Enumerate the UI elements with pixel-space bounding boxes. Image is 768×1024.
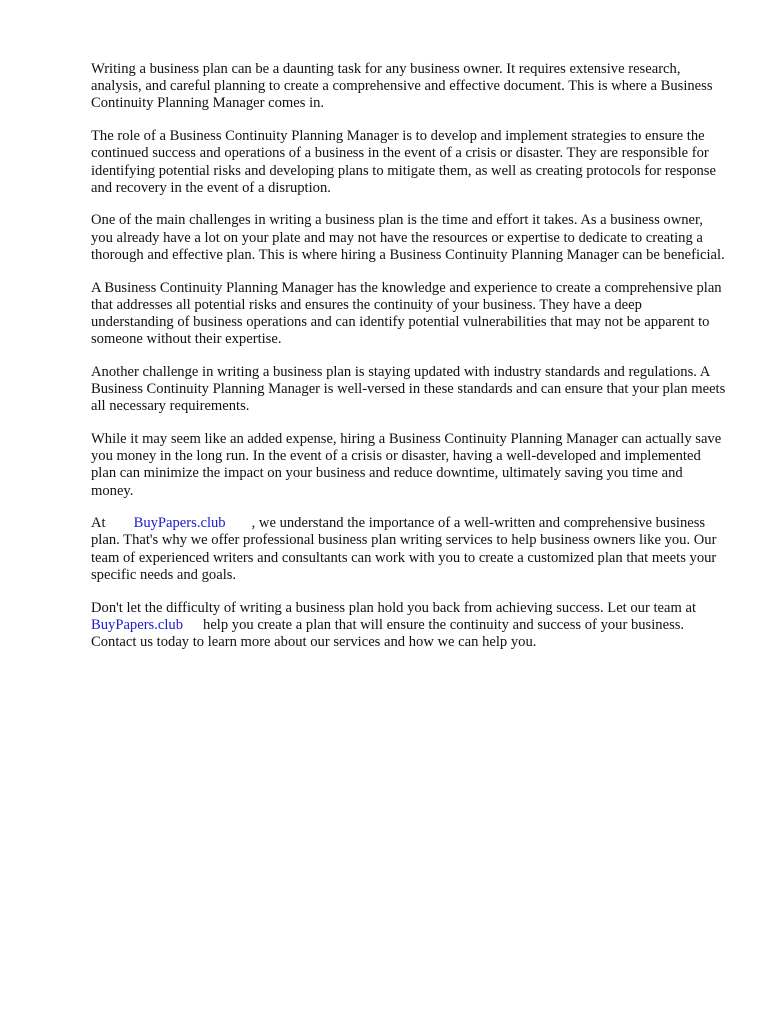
paragraph-standards: Another challenge in writing a business plan is staying updated with industry standards and regulations. A Business Continuity Planning Manager is well-versed in these standards and can ensure that your plan meets all necessary requirements. bbox=[91, 363, 726, 415]
paragraph-role: The role of a Business Continuity Planning Manager is to develop and implement strategies to ensure the continued success and operations of a business in the event of a crisis or disaster. They are responsible for identifying potential risks and developing plans to mitigate them, as well as creating protocols for response and recovery in the event of a disruption. bbox=[91, 128, 716, 196]
paragraph-intro: Writing a business plan can be a daunting task for any business owner. It requires extensive research, analysis, and careful planning to create a comprehensive and effective document. This is where a Business Continuity Planning Manager comes in. bbox=[91, 61, 713, 112]
paragraph-closing-lead: Don't let the difficulty of writing a business plan hold you back from achieving success. Let our team at bbox=[91, 599, 697, 616]
paragraph-closing bbox=[91, 600, 727, 652]
buypapers-link[interactable]: BuyPapers.club bbox=[133, 515, 226, 532]
paragraph-services bbox=[91, 515, 727, 584]
paragraph-challenges: One of the main challenges in writing a business plan is the time and effort it takes. As a business owner, you already have a lot on your plate and may not have the resources or expertise to dedicate to creating a thorough and effective plan. This is where hiring a Business Continuity Planning Manager can be beneficial. bbox=[91, 212, 725, 263]
paragraph-services-lead: At bbox=[91, 515, 106, 532]
document-body bbox=[91, 61, 727, 667]
buypapers-link-closing[interactable]: BuyPapers.club bbox=[91, 616, 184, 633]
paragraph-knowledge: A Business Continuity Planning Manager has the knowledge and experience to create a comprehensive plan that addresses all potential risks and ensures the continuity of your business. They have a deep understanding of business operations and can identify potential vulnerabilities that may not be apparent to someone without their expertise. bbox=[91, 279, 722, 348]
paragraph-expense: While it may seem like an added expense, hiring a Business Continuity Planning Manager can actually save you money in the long run. In the event of a crisis or disaster, having a well-developed and implemented plan can minimize the impact on your business and reduce downtime, ultimately saving you time and money. bbox=[91, 430, 722, 499]
paragraph-closing-text: help you create a plan that will ensure the continuity and success of your business. Contact us today to learn more about our services and how we can help you. bbox=[91, 616, 685, 650]
paragraph-services-text: , we understand the importance of a well-written and comprehensive business plan. That's why we offer professional business plan writing services to help business owners like you. Our team of experienced writers and consultants can work with you to create a customized plan that meets your specific needs and goals. bbox=[91, 515, 717, 583]
